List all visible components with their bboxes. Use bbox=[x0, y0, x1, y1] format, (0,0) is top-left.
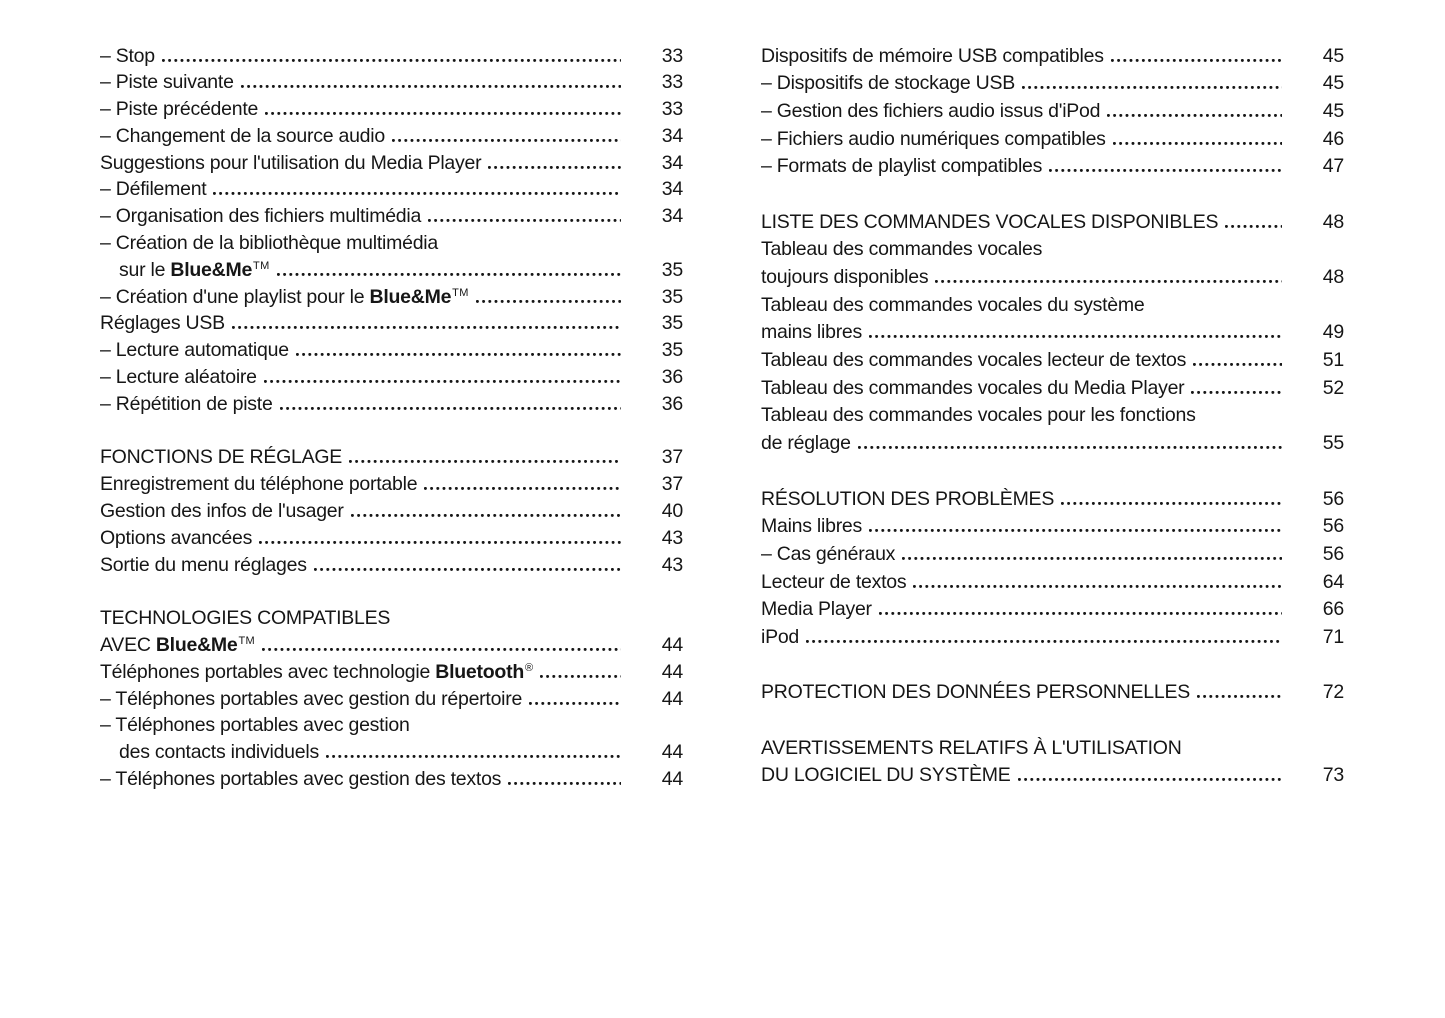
toc-entry[interactable] bbox=[100, 364, 683, 391]
toc-entry[interactable] bbox=[100, 444, 683, 471]
page-number: 56 bbox=[1322, 515, 1344, 538]
toc-entry-label: Enregistrement du téléphone portable bbox=[100, 473, 418, 496]
page-number: 45 bbox=[1322, 72, 1344, 95]
toc-entry-label: – Formats de playlist compatibles bbox=[761, 155, 1043, 178]
dot-leader bbox=[879, 612, 1282, 615]
toc-entry[interactable] bbox=[100, 310, 683, 337]
dot-leader bbox=[476, 300, 621, 303]
dot-leader bbox=[265, 112, 621, 115]
toc-group bbox=[761, 735, 1344, 790]
page-number: 45 bbox=[1322, 99, 1344, 122]
dot-leader bbox=[232, 326, 621, 329]
page-number: 34 bbox=[661, 178, 683, 201]
toc-entry-label: Media Player bbox=[761, 598, 872, 621]
toc-entry-label: – Création de la bibliothèque multimédia bbox=[100, 232, 438, 255]
toc-entry[interactable] bbox=[100, 632, 683, 659]
page-number: 35 bbox=[661, 339, 683, 362]
toc-entry[interactable] bbox=[100, 96, 683, 123]
dot-leader bbox=[277, 273, 621, 276]
toc-entry-label: – Piste suivante bbox=[100, 71, 234, 94]
page-number: 34 bbox=[661, 124, 683, 147]
page-number: 46 bbox=[1322, 127, 1344, 150]
dot-leader bbox=[1197, 695, 1282, 698]
toc-entry-label: – Lecture aléatoire bbox=[100, 366, 257, 389]
page-number: 35 bbox=[661, 312, 683, 335]
toc-entry-label: – Dispositifs de stockage USB bbox=[761, 72, 1015, 95]
toc-entry[interactable] bbox=[761, 236, 1344, 264]
page-number: 56 bbox=[1322, 542, 1344, 565]
toc-entry[interactable] bbox=[761, 43, 1344, 71]
toc-entry-label: – Gestion des fichiers audio issus d'iPod bbox=[761, 99, 1101, 122]
dot-leader bbox=[488, 166, 621, 169]
dot-leader bbox=[1061, 502, 1282, 505]
toc-entry[interactable] bbox=[100, 203, 683, 230]
page-number: 37 bbox=[661, 473, 683, 496]
page-number: 37 bbox=[661, 446, 683, 469]
dot-leader bbox=[428, 219, 621, 222]
toc-entry[interactable] bbox=[761, 70, 1344, 98]
toc-entry[interactable] bbox=[100, 69, 683, 96]
page-number: 47 bbox=[1322, 155, 1344, 178]
dot-leader bbox=[264, 380, 621, 383]
toc-entry-label: – Stop bbox=[100, 44, 155, 67]
toc-entry[interactable] bbox=[100, 739, 683, 766]
dot-leader bbox=[869, 529, 1282, 532]
toc-entry-label: – Fichiers audio numériques compatibles bbox=[761, 127, 1106, 150]
toc-entry-label: – Défilement bbox=[100, 178, 207, 201]
toc-entry[interactable] bbox=[761, 735, 1344, 763]
page-number: 43 bbox=[661, 526, 683, 549]
toc-entry-label: DU LOGICIEL DU SYSTÈME bbox=[761, 764, 1011, 787]
toc-entry-label: Mains libres bbox=[761, 515, 863, 538]
toc-entry[interactable] bbox=[761, 319, 1344, 347]
toc-group bbox=[761, 43, 1344, 181]
dot-leader bbox=[540, 675, 621, 678]
toc-entry-label: Gestion des infos de l'usager bbox=[100, 500, 344, 523]
page-number: 55 bbox=[1322, 432, 1344, 455]
toc-entry[interactable] bbox=[100, 552, 683, 579]
page-number: 51 bbox=[1322, 349, 1344, 372]
toc-entry[interactable] bbox=[100, 257, 683, 284]
toc-entry[interactable] bbox=[761, 375, 1344, 403]
dot-leader bbox=[1111, 59, 1282, 62]
toc-entry-label: sur le Blue&Me™ bbox=[119, 258, 270, 281]
toc-entry-label: LISTE DES COMMANDES VOCALES DISPONIBLES bbox=[761, 210, 1219, 233]
toc-entry-label: TECHNOLOGIES COMPATIBLES bbox=[100, 607, 391, 630]
dot-leader bbox=[424, 487, 621, 490]
dot-leader bbox=[326, 755, 621, 758]
toc-entry[interactable] bbox=[761, 486, 1344, 514]
dot-leader bbox=[902, 557, 1282, 560]
page-number: 34 bbox=[661, 205, 683, 228]
toc-entry[interactable] bbox=[761, 209, 1344, 237]
toc-entry[interactable] bbox=[761, 402, 1344, 430]
toc-group bbox=[100, 605, 683, 793]
page-number: 71 bbox=[1322, 625, 1344, 648]
page-number: 72 bbox=[1322, 681, 1344, 704]
page-number: 33 bbox=[661, 71, 683, 94]
toc-group bbox=[100, 444, 683, 578]
toc-entry-label: toujours disponibles bbox=[761, 266, 929, 288]
dot-leader bbox=[806, 640, 1282, 643]
toc-entry[interactable] bbox=[100, 766, 683, 793]
toc-entry[interactable] bbox=[761, 513, 1344, 541]
toc-entry-label: – Répétition de piste bbox=[100, 392, 273, 415]
page-number: 44 bbox=[661, 768, 683, 791]
dot-leader bbox=[1225, 225, 1282, 228]
toc-entry[interactable] bbox=[100, 686, 683, 713]
toc-entry-label: Sortie du menu réglages bbox=[100, 553, 307, 576]
dot-leader bbox=[280, 407, 621, 410]
toc-entry-label: – Création d'une playlist pour le Blue&Me™ bbox=[100, 285, 469, 308]
page-number: 66 bbox=[1322, 598, 1344, 621]
page-number: 33 bbox=[661, 44, 683, 67]
page-number: 49 bbox=[1322, 321, 1344, 344]
page-number: 48 bbox=[1322, 210, 1344, 233]
toc-entry[interactable] bbox=[761, 292, 1344, 320]
toc-entry[interactable] bbox=[100, 659, 683, 686]
page-number: 36 bbox=[661, 392, 683, 415]
toc-entry[interactable] bbox=[100, 391, 683, 418]
page-number: 44 bbox=[661, 741, 683, 764]
toc-entry[interactable] bbox=[100, 43, 683, 70]
page-number: 35 bbox=[661, 285, 683, 308]
toc-entry-label: – Téléphones portables avec gestion bbox=[100, 714, 410, 737]
dot-leader bbox=[213, 192, 621, 195]
toc-entry[interactable] bbox=[100, 337, 683, 364]
toc-entry[interactable] bbox=[761, 569, 1344, 597]
page-number: 36 bbox=[661, 366, 683, 389]
dot-leader bbox=[349, 460, 621, 463]
dot-leader bbox=[351, 514, 621, 517]
toc-entry-label: – Téléphones portables avec gestion du répertoire bbox=[100, 687, 523, 710]
toc-entry-label: Lecteur de textos bbox=[761, 570, 907, 593]
toc-entry-label: – Organisation des fichiers multimédia bbox=[100, 205, 422, 228]
toc-entry-label: Dispositifs de mémoire USB compatibles bbox=[761, 44, 1104, 67]
page-number: 64 bbox=[1322, 570, 1344, 593]
dot-leader bbox=[1191, 391, 1282, 394]
toc-entry[interactable] bbox=[100, 605, 683, 632]
page-number: 44 bbox=[661, 660, 683, 683]
page-number: 52 bbox=[1322, 376, 1344, 399]
toc-entry-label: FONCTIONS DE RÉGLAGE bbox=[100, 446, 343, 469]
page-number: 48 bbox=[1322, 266, 1344, 288]
dot-leader bbox=[1113, 142, 1282, 145]
toc-entry[interactable] bbox=[100, 284, 683, 311]
toc-entry-label: AVERTISSEMENTS RELATIFS À L'UTILISATION bbox=[761, 736, 1182, 759]
toc-entry-label: Suggestions pour l'utilisation du Media Player bbox=[100, 151, 482, 174]
dot-leader bbox=[392, 139, 621, 142]
page-number: 73 bbox=[1322, 764, 1344, 787]
toc-entry-label: Options avancées bbox=[100, 526, 253, 549]
page-number: 35 bbox=[661, 258, 683, 281]
dot-leader bbox=[314, 568, 621, 571]
dot-leader bbox=[1107, 114, 1282, 117]
toc-group bbox=[761, 679, 1344, 707]
toc-entry-label: Tableau des commandes vocales pour les fonctions bbox=[761, 404, 1196, 427]
dot-leader bbox=[296, 353, 621, 356]
toc-entry-label: Téléphones portables avec technologie Bluetooth® bbox=[100, 660, 534, 683]
dot-leader bbox=[241, 85, 621, 88]
page-number: 56 bbox=[1322, 487, 1344, 510]
toc-entry-label: – Cas généraux bbox=[761, 542, 896, 565]
page-number: 43 bbox=[661, 553, 683, 576]
toc-entry[interactable] bbox=[761, 762, 1344, 790]
toc-group bbox=[761, 209, 1344, 458]
page-number: 45 bbox=[1322, 44, 1344, 67]
dot-leader bbox=[1022, 86, 1282, 89]
toc-entry-label: – Lecture automatique bbox=[100, 339, 289, 362]
page-number: 33 bbox=[661, 98, 683, 121]
page-number: 44 bbox=[661, 687, 683, 710]
toc-entry[interactable] bbox=[761, 596, 1344, 624]
dot-leader bbox=[935, 280, 1282, 283]
toc-entry[interactable] bbox=[761, 153, 1344, 181]
toc-entry-label: Tableau des commandes vocales bbox=[761, 238, 1043, 261]
toc-entry[interactable] bbox=[100, 123, 683, 150]
dot-leader bbox=[1049, 169, 1282, 172]
page-number: 34 bbox=[661, 151, 683, 174]
toc-entry[interactable] bbox=[100, 230, 683, 257]
dot-leader bbox=[913, 585, 1282, 588]
toc-column-right bbox=[761, 43, 1344, 791]
toc-entry-label: de réglage bbox=[761, 432, 851, 455]
toc-entry-label: Réglages USB bbox=[100, 312, 225, 335]
toc-entry-label: AVEC Blue&Me™ bbox=[100, 634, 255, 657]
dot-leader bbox=[858, 446, 1282, 449]
toc-entry[interactable] bbox=[761, 624, 1344, 652]
dot-leader bbox=[262, 648, 621, 651]
toc-entry[interactable] bbox=[100, 498, 683, 525]
page-number: 40 bbox=[661, 500, 683, 523]
toc-entry[interactable] bbox=[761, 126, 1344, 154]
toc-entry[interactable] bbox=[761, 264, 1344, 292]
toc-entry[interactable] bbox=[761, 98, 1344, 126]
toc-entry-label: – Changement de la source audio bbox=[100, 124, 385, 147]
toc-entry-label: des contacts individuels bbox=[119, 741, 319, 764]
dot-leader bbox=[1018, 778, 1283, 781]
toc-entry[interactable] bbox=[761, 679, 1344, 707]
toc-entry-label: PROTECTION DES DONNÉES PERSONNELLES bbox=[761, 681, 1191, 704]
page-number: 44 bbox=[661, 634, 683, 657]
toc-entry[interactable] bbox=[100, 712, 683, 739]
toc-entry-label: RÉSOLUTION DES PROBLÈMES bbox=[761, 487, 1055, 510]
dot-leader bbox=[259, 541, 621, 544]
toc-entry[interactable] bbox=[761, 347, 1344, 375]
toc-entry-label: Tableau des commandes vocales du système bbox=[761, 293, 1145, 316]
toc-entry-label: Tableau des commandes vocales lecteur de textos bbox=[761, 349, 1187, 372]
dot-leader bbox=[508, 782, 621, 785]
dot-leader bbox=[162, 59, 621, 62]
toc-entry[interactable] bbox=[100, 150, 683, 177]
toc-entry-label: – Téléphones portables avec gestion des textos bbox=[100, 768, 502, 791]
toc-entry[interactable] bbox=[100, 525, 683, 552]
toc-columns bbox=[100, 43, 1445, 793]
toc-group bbox=[761, 486, 1344, 652]
toc-entry-label: Tableau des commandes vocales du Media Player bbox=[761, 376, 1185, 399]
toc-entry[interactable] bbox=[761, 541, 1344, 569]
toc-entry-label: mains libres bbox=[761, 321, 863, 344]
toc-entry-label: – Piste précédente bbox=[100, 98, 259, 121]
toc-entry[interactable] bbox=[100, 176, 683, 203]
toc-entry[interactable] bbox=[761, 430, 1344, 458]
toc-entry[interactable] bbox=[100, 471, 683, 498]
toc-entry-label: iPod bbox=[761, 625, 800, 648]
toc-column-left bbox=[100, 43, 683, 793]
dot-leader bbox=[869, 335, 1282, 338]
dot-leader bbox=[529, 702, 621, 705]
dot-leader bbox=[1193, 363, 1282, 366]
toc-group bbox=[100, 43, 683, 418]
